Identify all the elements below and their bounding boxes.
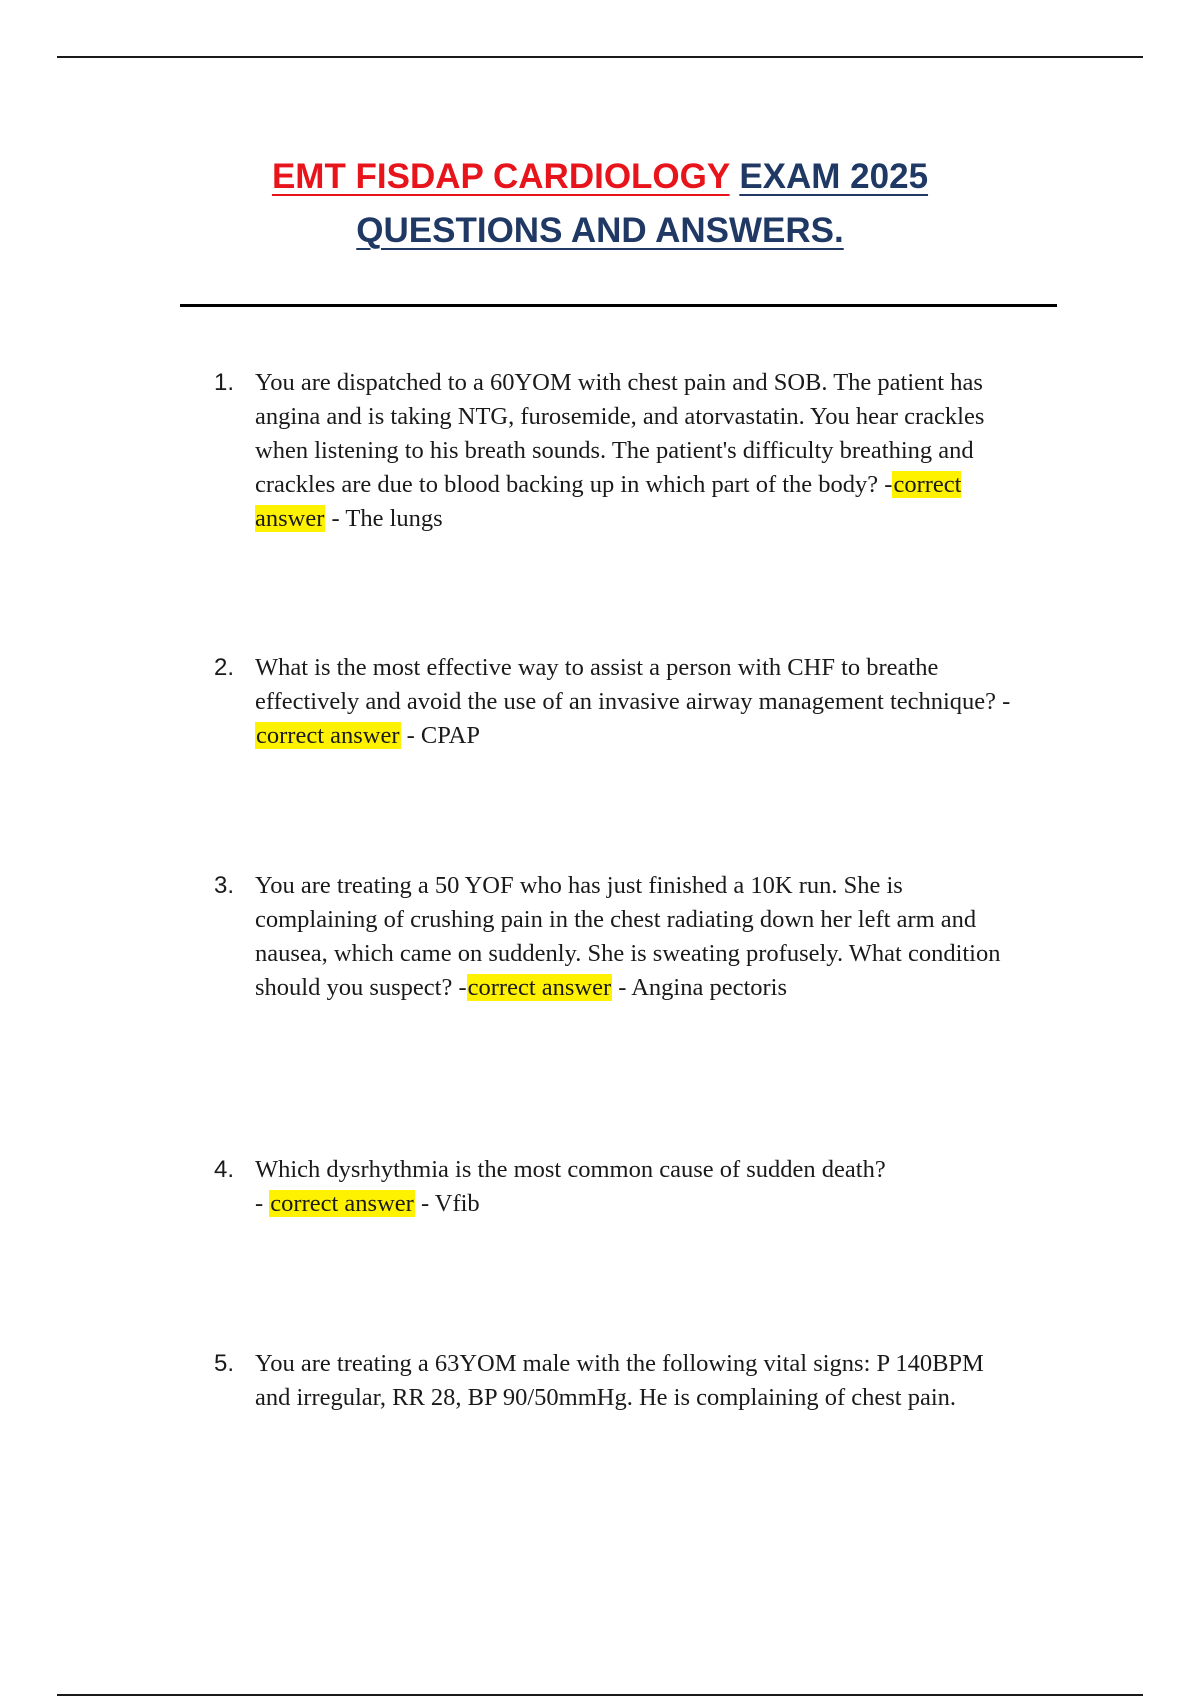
answer-highlight: correct answer [467, 974, 612, 1001]
question-body: Which dysrhythmia is the most common cause of sudden death? - [255, 1156, 886, 1217]
question-number: 1. [214, 369, 235, 396]
question-text [255, 869, 1014, 1005]
document-title [150, 150, 1050, 258]
title-line-1 [150, 150, 1050, 204]
title-line-2 [150, 204, 1050, 258]
question-number: 2. [214, 654, 235, 681]
question-text [255, 1153, 895, 1221]
answer-highlight: correct answer [270, 1190, 414, 1217]
bottom-rule [57, 1694, 1143, 1696]
answer-highlight: correct answer [256, 722, 400, 749]
answer-highlight: correct answer [255, 471, 962, 532]
question-number: 3. [214, 872, 235, 899]
question-item-5 [214, 1347, 1014, 1415]
question-number: 5. [214, 1350, 235, 1377]
question-text [255, 366, 1014, 536]
question-body: You are treating a 50 YOF who has just finished a 10K run. She is complaining of crushing pain in the chest radiating down her left arm and nausea, which came on suddenly. She is sweating profusely. What condition should you suspect? - [255, 872, 1001, 1001]
question-item-2 [214, 651, 1014, 753]
question-text [255, 651, 1014, 753]
answer-text: - Angina pectoris [612, 974, 788, 1001]
title-red-part: EMT FISDAP CARDIOLOGY [271, 157, 730, 196]
question-text [255, 1347, 1014, 1415]
question-item-3 [214, 869, 1014, 1005]
question-body: You are treating a 63YOM male with the following vital signs: P 140BPM and irregular, RR 28, BP 90/50mmHg. He is complaining of chest pain. [255, 1350, 984, 1411]
title-separator-rule [180, 304, 1057, 307]
answer-text: - CPAP [400, 722, 480, 749]
answer-text: - The lungs [325, 505, 443, 532]
question-body: What is the most effective way to assist a person with CHF to breathe effectively and avoid the use of an invasive airway management technique? - [255, 654, 1011, 715]
top-rule [57, 56, 1143, 58]
question-item-1 [214, 366, 1014, 536]
title-navy-subtitle: QUESTIONS AND ANSWERS. [356, 211, 844, 250]
question-number: 4. [214, 1156, 235, 1183]
question-item-4 [214, 1153, 1014, 1221]
answer-text: - Vfib [414, 1190, 480, 1217]
question-body: You are dispatched to a 60YOM with chest pain and SOB. The patient has angina and is taking NTG, furosemide, and atorvastatin. You hear crackles when listening to his breath sounds. The patient's difficulty breathing and crackles are due to blood backing up in which part of the body? - [255, 369, 985, 498]
title-navy-part: EXAM 2025 [739, 157, 929, 196]
